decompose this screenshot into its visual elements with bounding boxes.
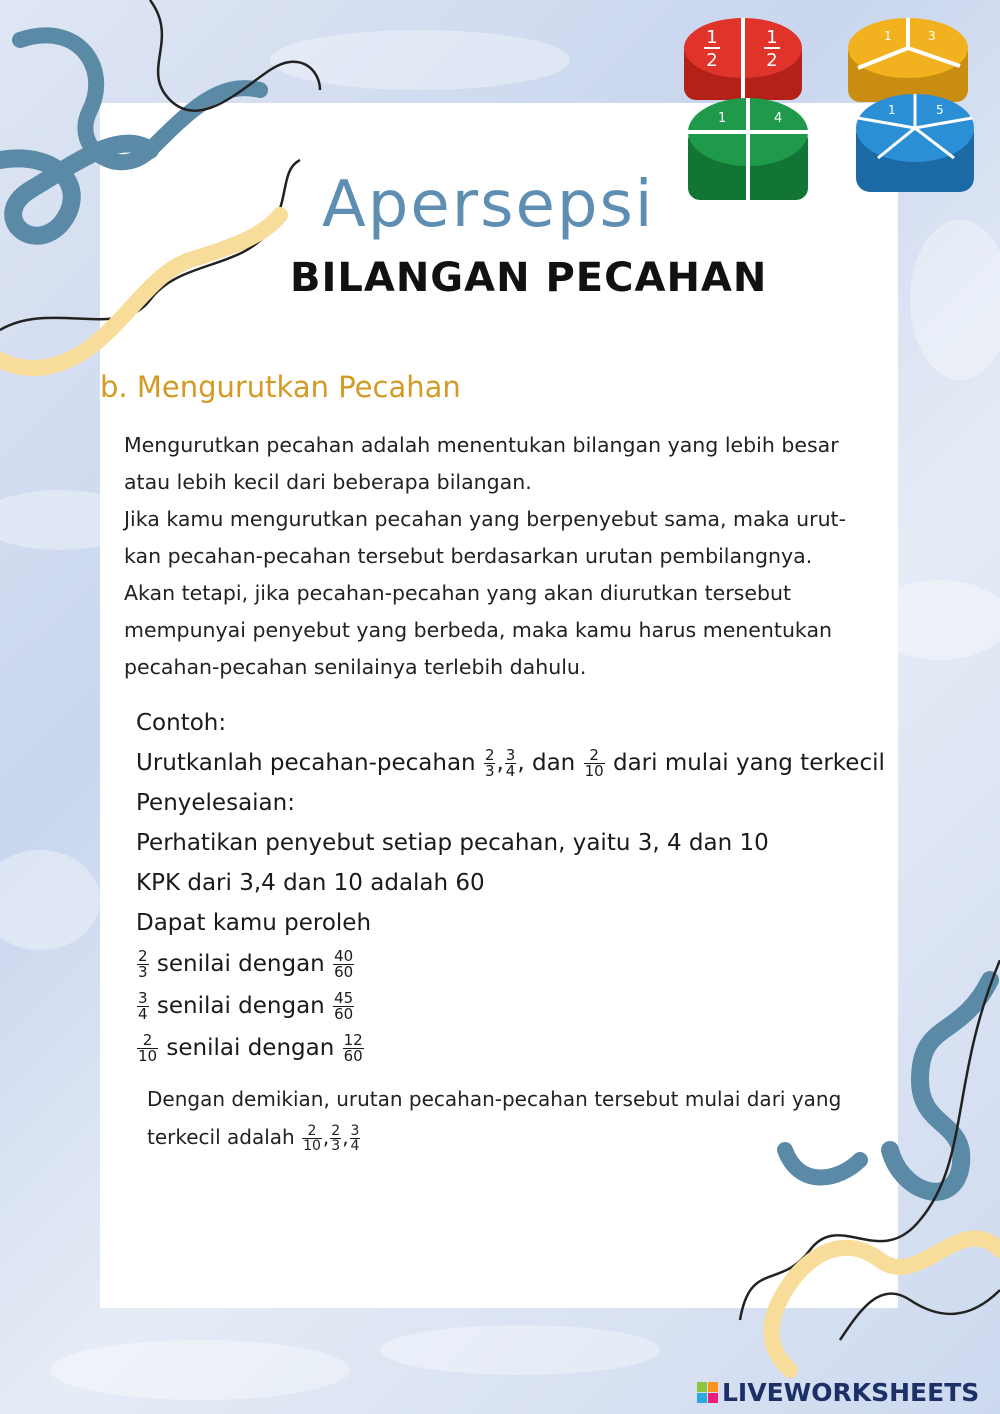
fraction <box>333 949 354 980</box>
green-quarters-icon <box>688 98 808 200</box>
task-prefix: Urutkanlah pecahan-pecahan <box>136 750 476 776</box>
conclusion-line: terkecil adalah $\frac{2}{10}$ , $\frac{2}{3}$ , $\frac{3}{4}$ <box>147 1123 360 1154</box>
solution-step: Dapat kamu peroleh <box>136 910 372 936</box>
denominator: 60 <box>334 1005 354 1023</box>
numerator: 2 <box>484 746 495 764</box>
denominator: 10 <box>303 1138 321 1154</box>
solution-step: KPK dari 3,4 dan 10 adalah 60 <box>136 870 485 896</box>
conclusion-block <box>147 1080 907 1156</box>
numerator: 12 <box>343 1031 363 1049</box>
red-halves-icon <box>684 18 802 100</box>
fraction <box>302 1124 322 1153</box>
numerator: 3 <box>505 746 516 764</box>
example-task: Urutkanlah pecahan-pecahan $\frac{2}{3}$ , $\frac{3}{4}$ , dan $\frac{2}{10}$ dari mulai yang terkecil <box>136 746 885 780</box>
fraction <box>584 748 605 779</box>
denominator: 3 <box>331 1138 341 1154</box>
denominator: 60 <box>334 963 354 981</box>
yellow-thirds-icon <box>848 18 968 102</box>
conclusion-prefix: terkecil adalah <box>147 1125 295 1149</box>
fraction <box>484 748 496 779</box>
intro-line: kan pecahan-pecahan tersebut berdasarkan urutan pembilangnya. <box>124 544 813 568</box>
red-label: 1 <box>766 27 778 48</box>
fraction-models-illustration <box>678 10 978 220</box>
numerator: 2 <box>138 947 148 965</box>
yellow-label: 1 <box>884 29 892 43</box>
intro-line: Akan tetapi, jika pecahan-pecahan yang akan diurutkan tersebut <box>124 581 792 605</box>
intro-paragraph <box>124 427 914 686</box>
liveworksheets-brand[interactable]: LIVEWORKSHEETS <box>722 1378 980 1407</box>
red-label: 1 <box>706 27 718 48</box>
numerator: 2 <box>584 748 605 764</box>
numerator: 2 <box>331 1123 341 1139</box>
denominator: 60 <box>343 1047 363 1065</box>
numerator: 40 <box>334 947 354 965</box>
green-label: 4 <box>774 111 783 126</box>
equivalent-text: senilai dengan <box>156 951 325 977</box>
denominator: 4 <box>505 762 516 780</box>
solution-label: Penyelesaian: <box>136 790 295 816</box>
numerator: 3 <box>138 989 148 1007</box>
denominator: 3 <box>484 762 495 780</box>
page-title: Apersepsi <box>322 168 655 242</box>
task-connector: dan <box>531 750 576 776</box>
example-block <box>136 703 906 1069</box>
fraction <box>333 991 354 1022</box>
equivalent-row <box>136 985 906 1027</box>
blue-fifths-icon <box>856 94 974 192</box>
denominator: 3 <box>138 963 148 981</box>
numerator: 45 <box>334 989 354 1007</box>
wave-decoration-top-left <box>0 0 330 400</box>
denominator: 10 <box>584 762 604 780</box>
intro-line: mempunyai penyebut yang berbeda, maka kamu harus menentukan <box>124 618 833 642</box>
solution-step: Perhatikan penyebut setiap pecahan, yaitu 3, 4 dan 10 <box>136 830 769 856</box>
numerator: 2 <box>302 1124 322 1139</box>
liveworksheets-logo-icon <box>697 1382 719 1404</box>
yellow-label: 3 <box>928 29 936 43</box>
fraction <box>330 1124 341 1153</box>
equivalent-text: senilai dengan <box>156 993 325 1019</box>
equivalent-text: senilai dengan <box>166 1035 335 1061</box>
denominator: 10 <box>138 1047 158 1065</box>
fraction <box>137 1033 158 1064</box>
equivalent-row <box>136 943 906 985</box>
red-label: 2 <box>706 50 718 71</box>
fraction <box>137 991 149 1022</box>
fraction <box>350 1124 361 1153</box>
fraction <box>137 949 149 980</box>
blue-label: 1 <box>888 103 896 117</box>
blue-label: 5 <box>936 103 944 117</box>
example-label: Contoh: <box>136 710 227 736</box>
red-label: 2 <box>766 50 778 71</box>
task-suffix: dari mulai yang terkecil <box>612 750 885 776</box>
fraction <box>505 748 517 779</box>
numerator: 3 <box>350 1123 360 1139</box>
intro-line: pecahan-pecahan senilainya terlebih dahulu. <box>124 655 587 679</box>
equivalent-row <box>136 1027 906 1069</box>
green-label: 1 <box>718 111 727 126</box>
conclusion-line: Dengan demikian, urutan pecahan-pecahan tersebut mulai dari yang <box>147 1087 842 1111</box>
numerator: 2 <box>137 1033 158 1049</box>
denominator: 4 <box>138 1005 148 1023</box>
fraction <box>343 1033 364 1064</box>
intro-line: Jika kamu mengurutkan pecahan yang berpenyebut sama, maka urut- <box>124 507 846 531</box>
denominator: 4 <box>350 1138 360 1154</box>
section-heading: b. Mengurutkan Pecahan <box>100 370 461 404</box>
intro-line: Mengurutkan pecahan adalah menentukan bilangan yang lebih besar <box>124 433 839 457</box>
page-subtitle: BILANGAN PECAHAN <box>290 255 768 301</box>
intro-line: atau lebih kecil dari beberapa bilangan. <box>124 470 532 494</box>
